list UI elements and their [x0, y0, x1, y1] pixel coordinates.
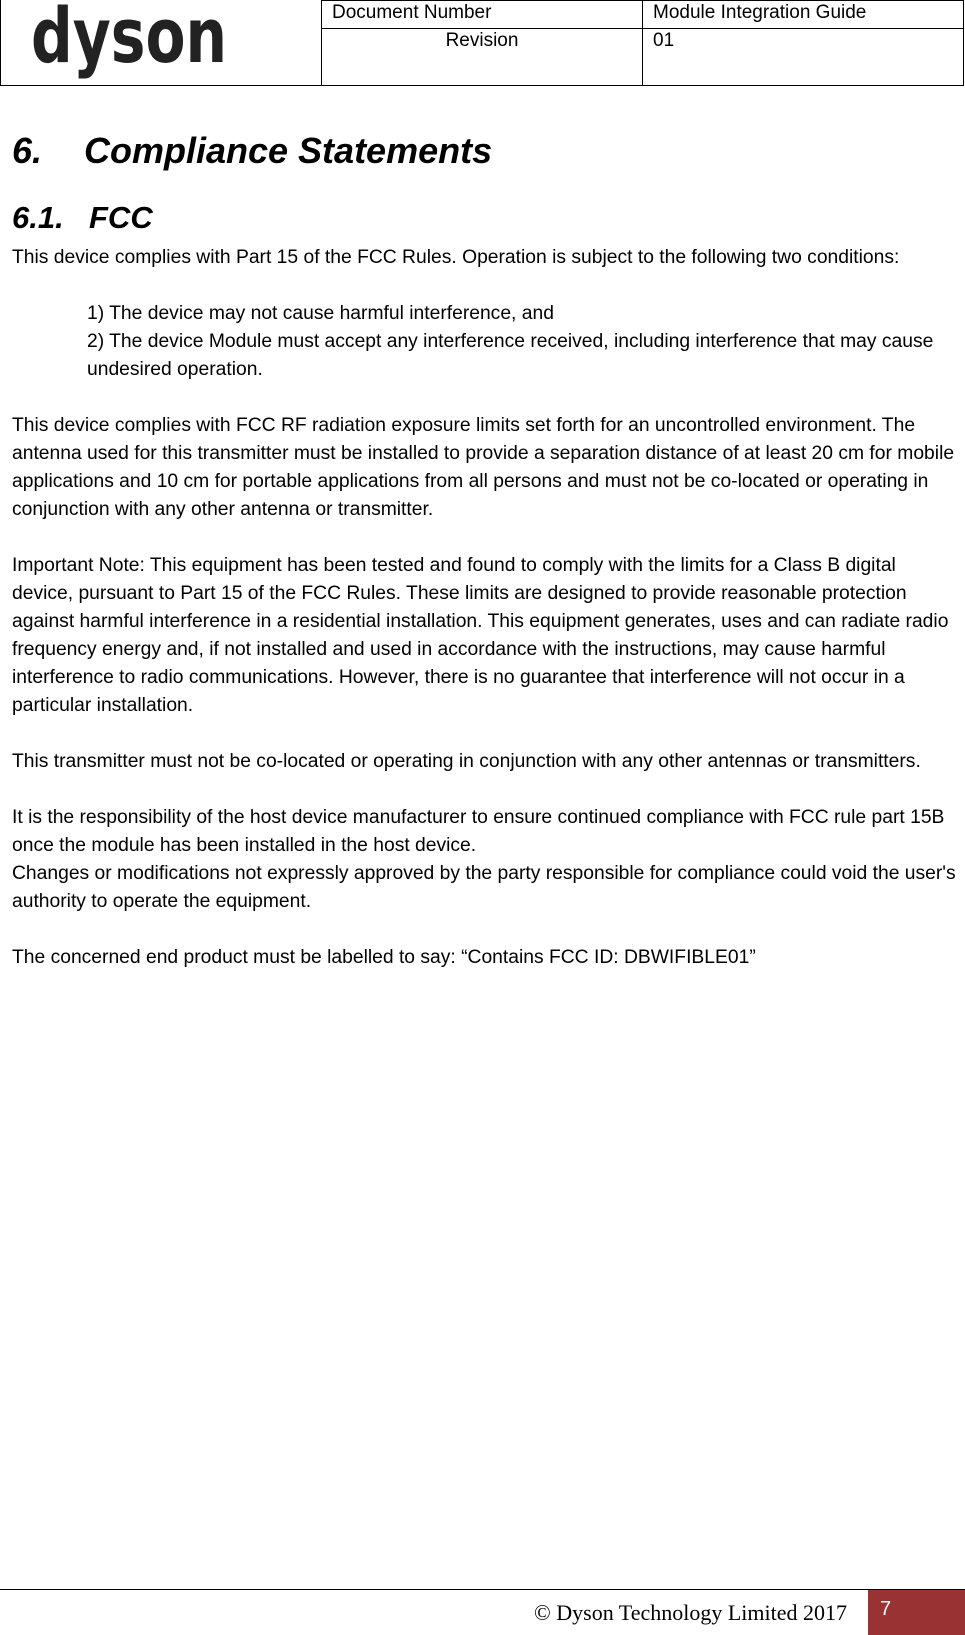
subsection-heading: [12, 200, 153, 236]
doc-number-label: Document Number: [322, 1, 643, 29]
section-number: 6.: [12, 130, 43, 171]
copyright-text: © Dyson Technology Limited 2017: [534, 1600, 847, 1625]
subsection-title: FCC: [89, 200, 153, 235]
page-number: 7: [868, 1590, 965, 1635]
intro-paragraph: This device complies with Part 15 of the FCC Rules. Operation is subject to the following two conditions:: [12, 247, 900, 268]
dyson-logo: [31, 0, 231, 82]
responsibility-paragraph: It is the responsibility of the host device manufacturer to ensure continued compliance with FCC rule part 15B once the module has been installed in the host device.: [12, 807, 945, 856]
rf-exposure-paragraph: This device complies with FCC RF radiation exposure limits set forth for an uncontrolled environment. The antenna used for this transmitter must be installed to provide a separation distance of at least 20 cm for mobile applications and 10 cm for portable applications from all persons and must not be co-located or operating in conjunction with any other antenna or transmitter.: [12, 415, 955, 520]
section-title: Compliance Statements: [84, 130, 493, 171]
label-requirement-paragraph: The concerned end product must be labelled to say: “Contains FCC ID: DBWIFIBLE01”: [12, 947, 756, 968]
logo-wordmark: dyson: [31, 0, 227, 80]
header-info-table: [321, 0, 964, 86]
condition-item: 1) The device may not cause harmful interference, and: [87, 303, 554, 324]
conditions-list: [87, 300, 956, 384]
logo-cell: [0, 0, 322, 86]
colocation-paragraph: This transmitter must not be co-located or operating in conjunction with any other antennas or transmitters.: [12, 751, 921, 772]
revision-label: Revision: [322, 29, 643, 86]
fcc-statement-body: [12, 244, 956, 1000]
document-footer: [0, 1589, 965, 1635]
condition-item: 2) The device Module must accept any interference received, including interference that may cause undesired operation.: [87, 331, 934, 380]
document-header: [0, 0, 965, 86]
important-note-paragraph: Important Note: This equipment has been tested and found to comply with the limits for a Class B digital device, pursuant to Part 15 of the FCC Rules. These limits are designed to provide reasonable protection against harmful interference in a residential installation. This equipment generates, uses and can radiate radio frequency energy and, if not installed and used in accordance with the instructions, may cause harmful interference to radio communications. However, there is no guarantee that interference will not occur in a particular installation.: [12, 555, 949, 716]
revision-value: 01: [643, 29, 964, 86]
changes-paragraph: Changes or modifications not expressly approved by the party responsible for compliance could void the user's authority to operate the equipment.: [12, 863, 956, 912]
section-heading: [12, 130, 492, 172]
subsection-number: 6.1.: [12, 200, 64, 235]
doc-title: Module Integration Guide: [643, 1, 964, 29]
